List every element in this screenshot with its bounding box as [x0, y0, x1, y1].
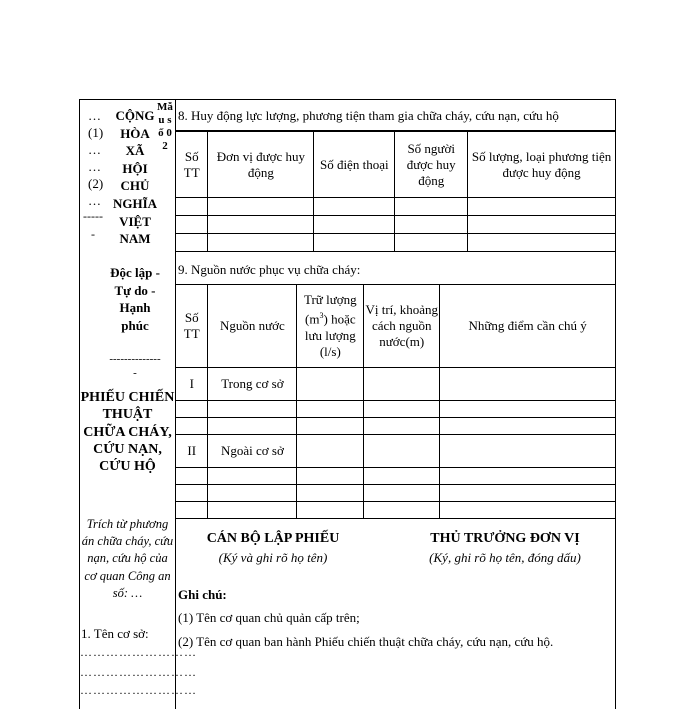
table-row [176, 468, 616, 485]
dash-1: ----- [83, 209, 103, 223]
s9-capacity-d: (l/s) [319, 343, 341, 359]
note-1: (1) Tên cơ quan chủ quản cấp trên; [178, 610, 360, 625]
s9-capacity-sup: 3 [319, 311, 324, 321]
left-agency-lines [88, 107, 103, 209]
s9-header-location: Vị trí, khoảng cách nguồn nước(m) [364, 285, 440, 368]
s9-header-capacity [297, 285, 364, 368]
s9-row-II-num: II [176, 435, 208, 468]
motto: Độc lập - Tự do - Hạnh phúc [110, 265, 160, 333]
head-of-unit-note: (Ký, ghi rõ họ tên, đóng dấu) [429, 550, 581, 565]
table-row [176, 401, 616, 418]
head-of-unit-title: THỦ TRƯỞNG ĐƠN VỊ [430, 531, 580, 546]
s8-header-people: Số người được huy động [395, 132, 468, 198]
agency-num-2: (2) [88, 176, 104, 191]
dotline-3: ……………………… [80, 683, 197, 697]
republic-heading: CỘNG HÒA XÃ HỘI CHỦ NGHĨA VIỆT NAM [112, 108, 158, 247]
dotline-2: ……………………… [80, 665, 197, 679]
section-9-title: 9. Nguồn nước phục vụ chữa cháy: [178, 262, 361, 277]
dots-4: … [88, 193, 101, 208]
s9-capacity-a: Trữ lượng [303, 292, 357, 308]
s9-header-notes: Những điểm cần chú ý [440, 285, 616, 368]
preparer-note: (Ký và ghi rõ họ tên) [218, 550, 328, 565]
s8-header-unit: Đơn vị được huy động [208, 132, 314, 198]
note-2: (2) Tên cơ quan ban hành Phiếu chiến thuật chữa cháy, cứu nạn, cứu hộ. [178, 634, 554, 649]
s9-capacity-c: ) hoặc lưu lượng [304, 311, 356, 343]
s8-header-phone: Số điện thoại [314, 132, 395, 198]
table-row [176, 418, 616, 435]
table-row [176, 485, 616, 502]
s8-header-stt: Số TT [176, 132, 208, 198]
form-number-label: Mẫu số 02 [157, 101, 173, 152]
dash-2: - [91, 227, 95, 241]
notes-heading: Ghi chú: [178, 587, 227, 602]
table-row [176, 502, 616, 519]
s8-header-vehicles: Số lượng, loại phương tiện được huy động [468, 132, 616, 198]
motto-rule: --------------- [109, 353, 161, 379]
table-row [176, 368, 616, 401]
table-row [176, 435, 616, 468]
s9-row-I-num: I [176, 368, 208, 401]
section-9-table [176, 284, 616, 519]
s9-row-II-label: Ngoài cơ sở [208, 435, 297, 468]
table-row [176, 198, 616, 216]
dots-2: … [88, 142, 101, 157]
section-9-header-row [176, 285, 616, 368]
s9-header-source: Nguồn nước [208, 285, 297, 368]
s9-header-stt: Số TT [176, 285, 208, 368]
preparer-title: CÁN BỘ LẬP PHIẾU [206, 531, 340, 546]
section-8-title: 8. Huy động lực lượng, phương tiện tham gia chữa cháy, cứu nạn, cứu hộ [178, 108, 559, 123]
agency-num-1: (1) [88, 125, 104, 140]
dots-3: … [88, 159, 101, 174]
section-8-table [176, 131, 616, 252]
form-title: PHIẾU CHIẾN THUẬT CHỮA CHÁY, CỨU NẠN, CỨU HỘ [80, 390, 175, 475]
table-row [176, 216, 616, 234]
section-8-header-row [176, 132, 616, 198]
excerpt-note: Trích từ phương án chữa cháy, cứu nạn, cứu hộ của cơ quan Công an số: … [81, 517, 174, 600]
s9-capacity-b: (m [305, 311, 320, 327]
facility-name-label: 1. Tên cơ sở: [81, 626, 149, 641]
s9-row-I-label: Trong cơ sở [208, 368, 297, 401]
dotline-1: ……………………… [80, 645, 197, 659]
table-row [176, 234, 616, 252]
dots-1: … [88, 108, 101, 123]
